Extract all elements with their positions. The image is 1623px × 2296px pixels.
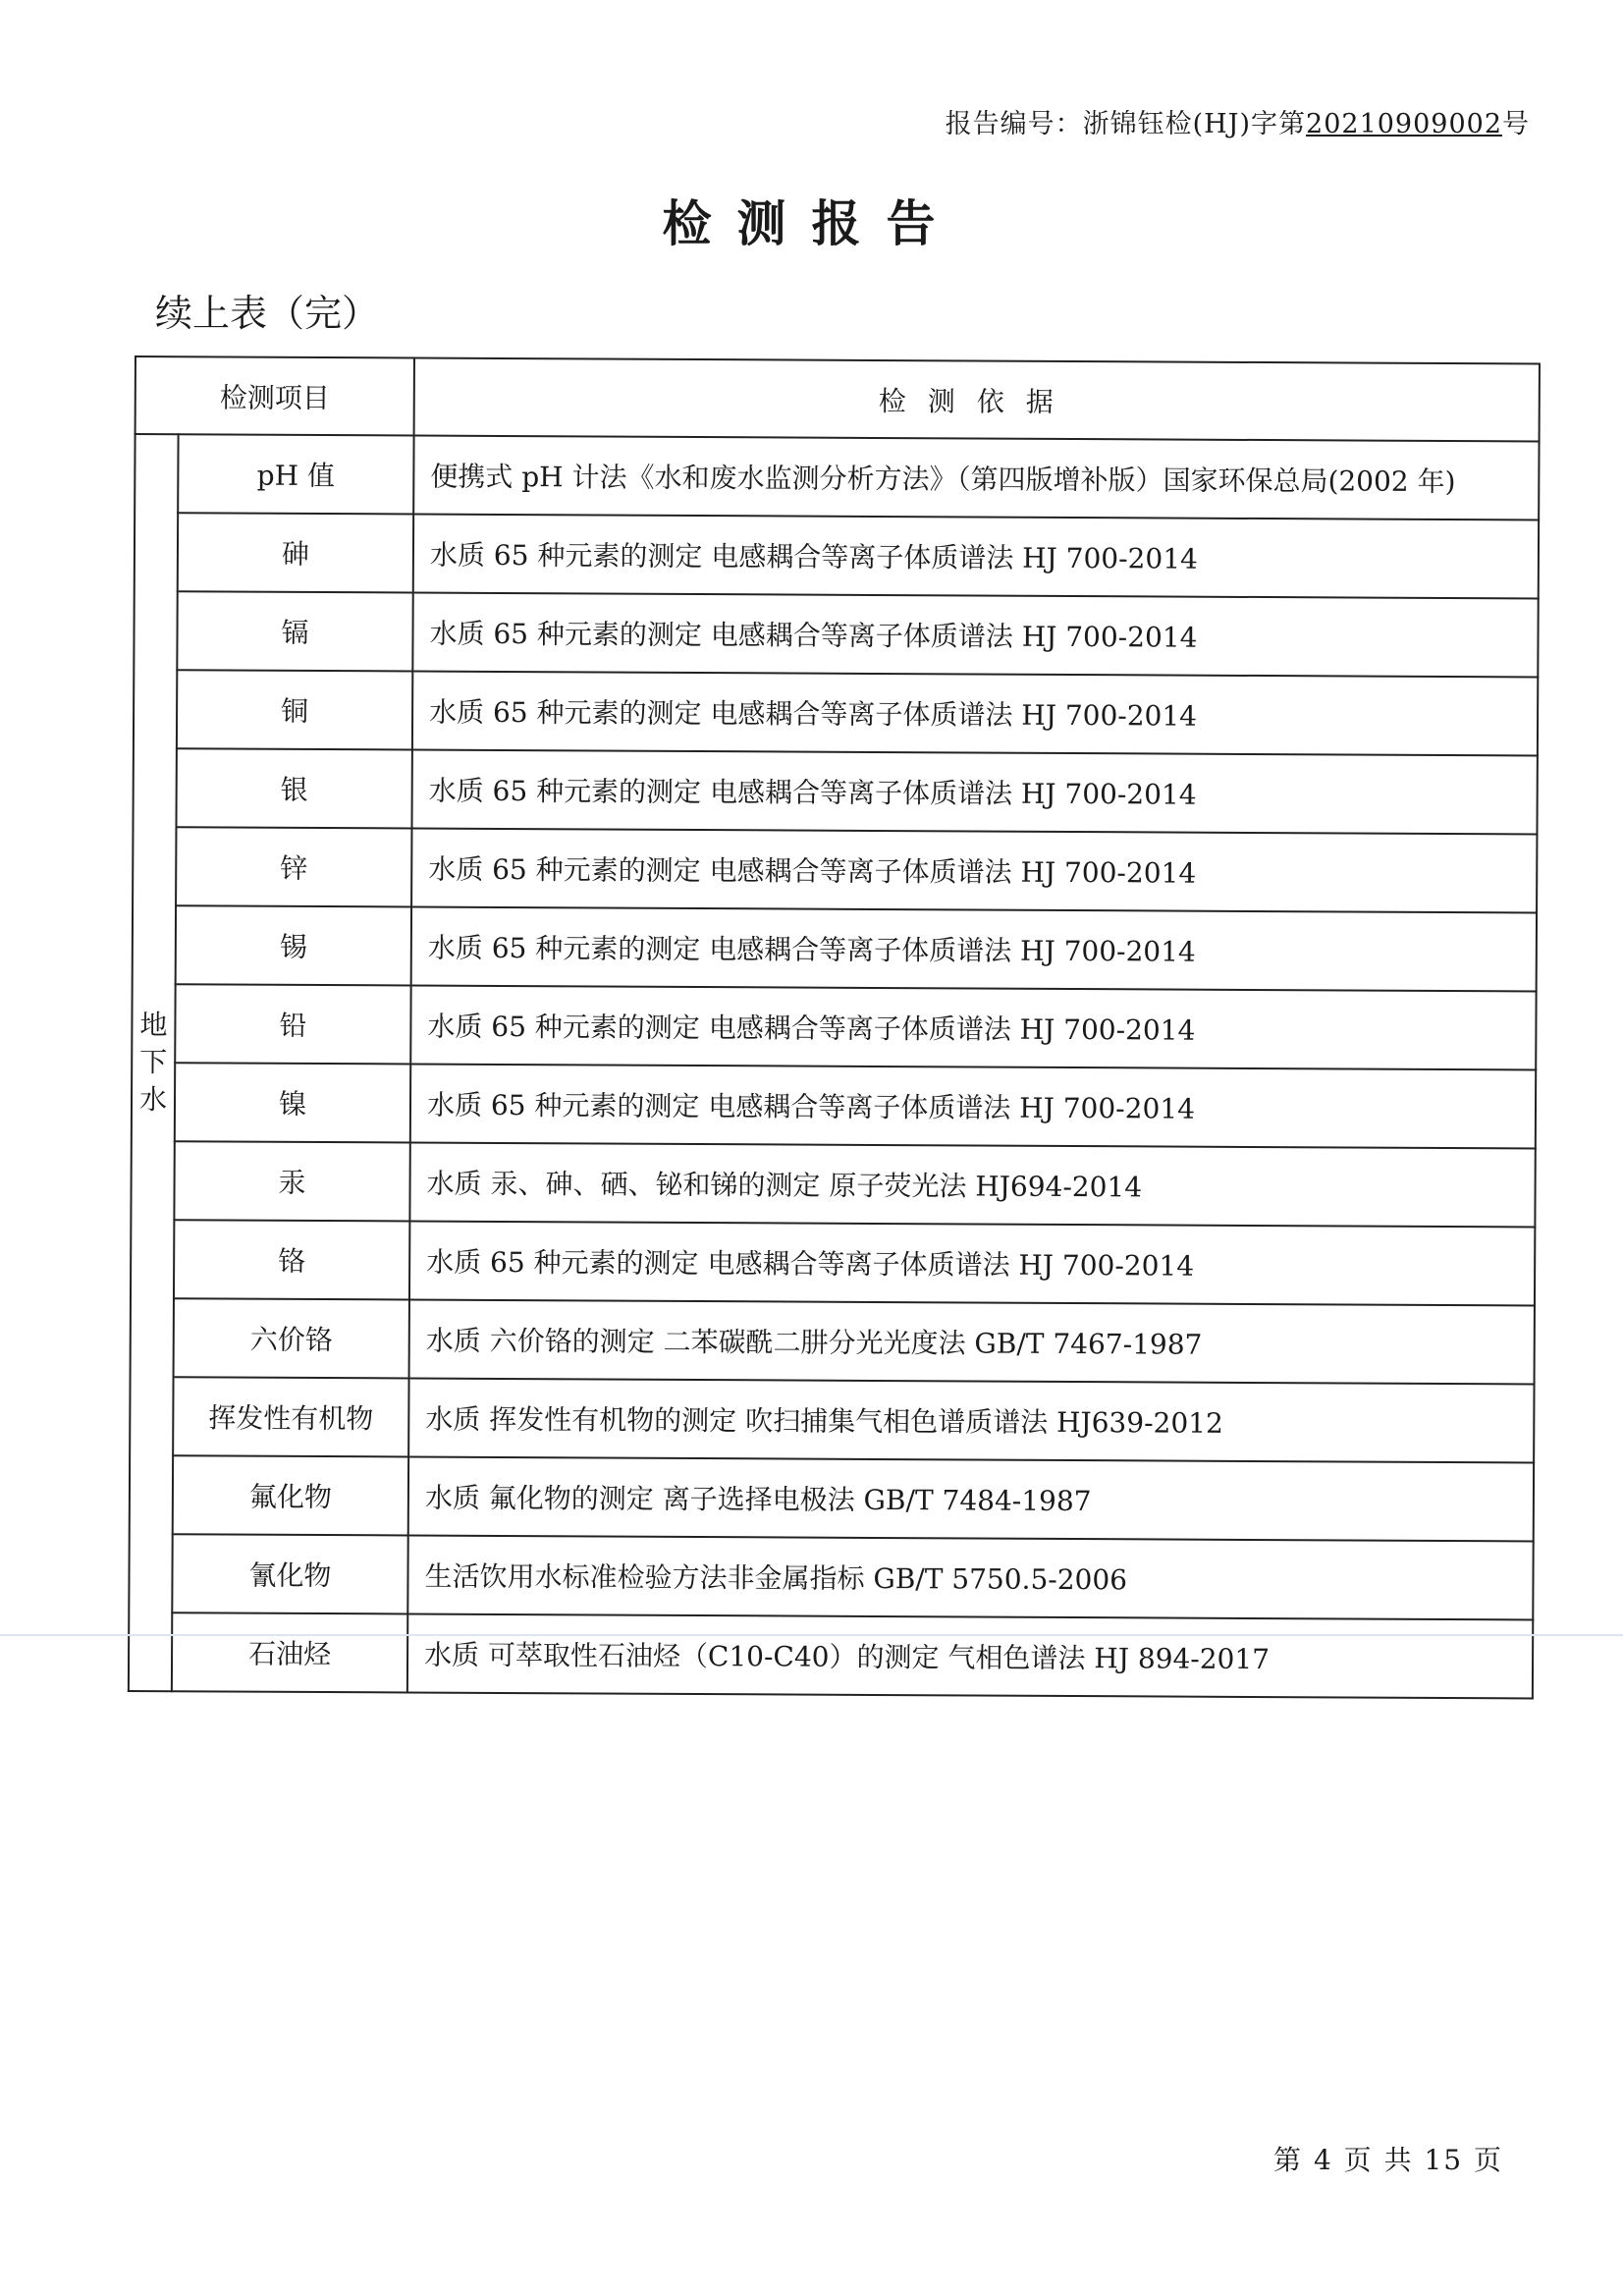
test-basis-cell: 水质 氟化物的测定 离子选择电极法 GB/T 7484-1987 — [408, 1456, 1534, 1541]
category-char: 地 — [139, 1009, 168, 1042]
test-item-cell: 砷 — [178, 513, 413, 592]
table-row — [131, 1220, 1535, 1305]
test-basis-cell: 水质 65 种元素的测定 电感耦合等离子体质谱法 HJ 700-2014 — [413, 514, 1539, 598]
test-basis-cell: 便携式 pH 计法《水和废水监测分析方法》（第四版增补版）国家环保总局(2002 年) — [413, 435, 1539, 519]
test-basis-cell: 水质 65 种元素的测定 电感耦合等离子体质谱法 HJ 700-2014 — [410, 1064, 1536, 1148]
col-header-item: 检测项目 — [135, 356, 414, 435]
test-basis-cell: 水质 65 种元素的测定 电感耦合等离子体质谱法 HJ 700-2014 — [410, 985, 1536, 1069]
test-item-cell: 铬 — [174, 1220, 409, 1299]
test-basis-cell: 水质 65 种元素的测定 电感耦合等离子体质谱法 HJ 700-2014 — [412, 671, 1538, 755]
test-item-cell: 氰化物 — [172, 1534, 407, 1613]
table-row — [133, 827, 1537, 912]
test-basis-cell: 水质 挥发性有机物的测定 吹扫捕集气相色谱质谱法 HJ639-2012 — [408, 1378, 1534, 1462]
test-item-cell: 氟化物 — [173, 1455, 408, 1535]
test-basis-cell: 水质 汞、砷、硒、铋和锑的测定 原子荧光法 HJ694-2014 — [409, 1142, 1535, 1227]
table-row — [129, 1613, 1533, 1698]
table-row — [135, 434, 1539, 519]
test-basis-cell: 水质 六价铬的测定 二苯碳酰二肼分光光度法 GB/T 7467-1987 — [409, 1299, 1535, 1384]
table-row — [131, 1298, 1535, 1384]
table-row — [133, 748, 1537, 834]
test-basis-cell: 水质 65 种元素的测定 电感耦合等离子体质谱法 HJ 700-2014 — [411, 906, 1537, 991]
test-basis-cell: 水质 可萃取性石油烃（C10-C40）的测定 气相色谱法 HJ 894-2017 — [407, 1613, 1533, 1698]
test-item-cell: 镉 — [177, 591, 412, 671]
test-item-cell: 镍 — [175, 1063, 410, 1142]
test-item-cell: pH 值 — [178, 434, 413, 514]
report-number-value: 20210909002 — [1306, 109, 1502, 139]
scan-artifact-line — [0, 1634, 1623, 1636]
table-row — [131, 1141, 1535, 1227]
page-number: 第 4 页 共 15 页 — [1273, 2144, 1503, 2176]
table-header-row — [135, 356, 1540, 441]
test-item-cell: 锡 — [176, 905, 411, 985]
test-item-cell: 铅 — [175, 984, 410, 1064]
report-number-suffix: 号 — [1502, 109, 1530, 139]
test-item-cell: 汞 — [174, 1141, 409, 1221]
test-item-cell: 银 — [176, 748, 411, 828]
category-cell — [129, 434, 179, 1691]
table-row — [135, 513, 1539, 598]
col-header-basis: 检测依据 — [414, 357, 1540, 441]
table-subtitle: 续上表（完） — [155, 292, 380, 335]
table-body — [129, 434, 1540, 1698]
report-number-label: 报告编号：浙锦钰检(HJ)字第 — [945, 109, 1307, 139]
table-row — [134, 670, 1538, 755]
table-row — [129, 1534, 1533, 1619]
test-basis-cell: 水质 65 种元素的测定 电感耦合等离子体质谱法 HJ 700-2014 — [411, 749, 1537, 834]
category-char: 水 — [138, 1083, 168, 1117]
test-item-cell: 六价铬 — [174, 1298, 409, 1378]
test-item-cell: 挥发性有机物 — [173, 1377, 408, 1456]
test-basis-table — [128, 355, 1541, 1699]
page-title: 检测报告 — [662, 195, 961, 252]
test-basis-cell: 水质 65 种元素的测定 电感耦合等离子体质谱法 HJ 700-2014 — [409, 1221, 1535, 1305]
table-row — [132, 984, 1536, 1069]
test-item-cell: 锌 — [176, 827, 411, 906]
report-number — [946, 102, 1530, 140]
test-basis-cell: 生活饮用水标准检验方法非金属指标 GB/T 5750.5-2006 — [407, 1535, 1533, 1619]
test-item-cell: 铜 — [177, 670, 412, 749]
table-row — [132, 1063, 1536, 1148]
table-row — [134, 591, 1538, 677]
test-basis-cell: 水质 65 种元素的测定 电感耦合等离子体质谱法 HJ 700-2014 — [412, 592, 1538, 677]
table-row — [133, 905, 1537, 991]
table-row — [130, 1455, 1534, 1541]
category-char: 下 — [139, 1046, 168, 1079]
test-item-cell: 石油烃 — [172, 1613, 407, 1692]
test-basis-cell: 水质 65 种元素的测定 电感耦合等离子体质谱法 HJ 700-2014 — [411, 828, 1537, 912]
table-row — [130, 1377, 1534, 1462]
